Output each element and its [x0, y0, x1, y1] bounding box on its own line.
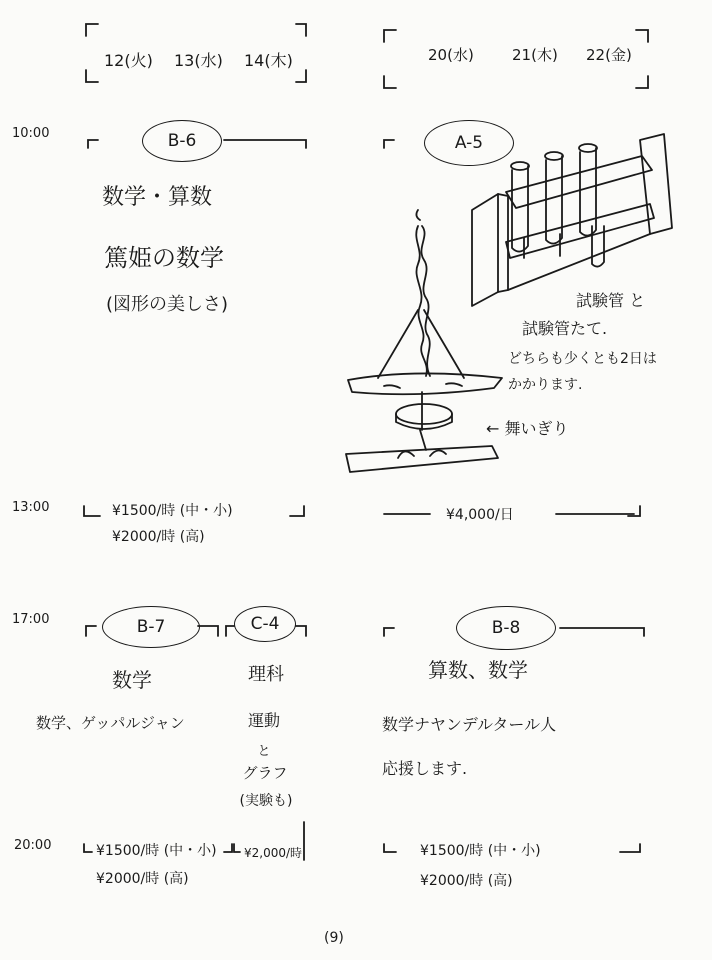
header-date-21: 21(木)	[512, 46, 558, 64]
b8-subject: 算数、数学	[428, 658, 528, 682]
c4-line-1: 運動	[247, 711, 280, 730]
time-1300: 13:00	[12, 500, 50, 515]
session-code-b7	[102, 606, 200, 648]
b7-price-1: ¥1500/時 (中・小)	[96, 843, 217, 859]
header-date-12: 12(火)	[104, 51, 153, 70]
header-date-13: 13(水)	[174, 51, 223, 70]
time-2000: 20:00	[14, 838, 52, 853]
c4-subject: 理科	[248, 664, 284, 685]
b7-subject: 数学	[112, 668, 152, 692]
session-code-b7-label: B-7	[136, 617, 166, 637]
b8-description-1: 数学ナヤンデルタール人	[382, 715, 557, 734]
session-code-c4	[234, 606, 296, 642]
page-number: (9)	[324, 930, 344, 946]
time-1000: 10:00	[12, 126, 50, 141]
b7-price-2: ¥2000/時 (高)	[96, 871, 189, 887]
time-1700: 17:00	[12, 612, 50, 627]
c4-price: ¥2,000/時	[244, 846, 303, 860]
c4-line-3: グラフ	[242, 764, 288, 782]
a5-price: ¥4,000/日	[446, 507, 514, 523]
a5-caption-line-3: どちらも少くとも2日は	[508, 351, 657, 367]
b6-subject: 数学・算数	[102, 185, 213, 210]
session-code-b6	[142, 120, 222, 162]
b8-price-2: ¥2000/時 (高)	[420, 873, 513, 889]
session-code-b8-label: B-8	[491, 618, 521, 638]
header-date-22: 22(金)	[586, 46, 632, 64]
b7-description: 数学、ゲッパルジャン	[36, 714, 185, 732]
a5-caption-line-2: 試験管たて.	[522, 319, 608, 338]
c4-line-2: と	[257, 744, 271, 759]
c4-line-4: (実験も)	[239, 793, 293, 809]
b6-price-1: ¥1500/時 (中・小)	[112, 503, 233, 519]
session-code-a5-label: A-5	[454, 133, 484, 153]
session-code-b8	[456, 606, 556, 650]
header-date-14: 14(木)	[244, 51, 293, 70]
b6-price-2: ¥2000/時 (高)	[112, 529, 205, 545]
a5-caption-line-1: 試験管 と	[576, 291, 646, 310]
b8-price-1: ¥1500/時 (中・小)	[420, 843, 541, 859]
b6-title: 篤姫の数学	[104, 244, 224, 272]
session-code-b6-label: B-6	[167, 131, 197, 151]
header-date-20: 20(水)	[428, 46, 474, 64]
b8-description-2: 応援します.	[382, 759, 468, 778]
session-code-c4-label: C-4	[250, 614, 280, 634]
b6-subtitle: (図形の美しさ)	[106, 294, 229, 315]
a5-arrow-label: ← 舞いぎり	[486, 419, 569, 438]
a5-caption-line-4: かかります.	[508, 377, 583, 393]
